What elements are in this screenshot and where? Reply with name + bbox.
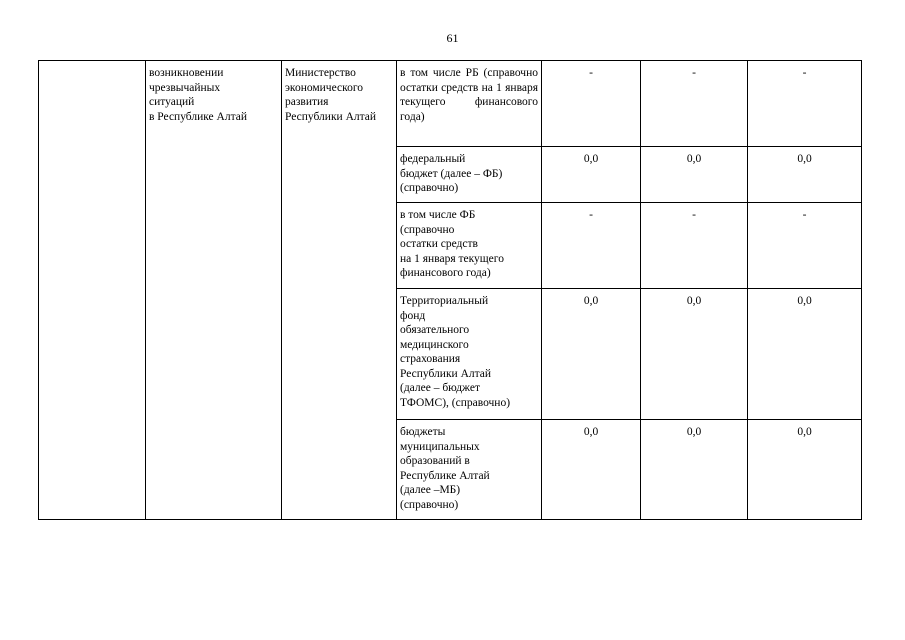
funding-source-cell: бюджеты муниципальных образований в Республике Алтай (далее –МБ) (справочно) <box>397 420 542 520</box>
funding-source-cell: федеральный бюджет (далее – ФБ) (справочно) <box>397 147 542 203</box>
page-number: 61 <box>446 31 459 45</box>
budget-table <box>38 60 862 520</box>
value-cell: 0,0 <box>748 420 862 520</box>
funding-source-cell: в том числе РБ (справочно остатки средств на 1 января текущего финансового года) <box>397 61 542 147</box>
value-cell: 0,0 <box>641 289 748 420</box>
value-cell: 0,0 <box>542 147 641 203</box>
value-cell: - <box>641 203 748 289</box>
value-cell: 0,0 <box>641 420 748 520</box>
value-cell: 0,0 <box>542 420 641 520</box>
value-cell: - <box>748 61 862 147</box>
value-cell: 0,0 <box>641 147 748 203</box>
program-name-cell: возникновении чрезвычайных ситуаций в Республике Алтай <box>146 61 282 520</box>
funding-source-cell: в том числе ФБ (справочно остатки средств на 1 января текущего финансового года) <box>397 203 542 289</box>
value-cell: - <box>542 61 641 147</box>
value-cell: 0,0 <box>542 289 641 420</box>
table-row <box>39 61 862 147</box>
executor-cell: Министерство экономического развития Республики Алтай <box>282 61 397 520</box>
funding-source-cell: Территориальный фонд обязательного медицинского страхования Республики Алтай (далее – бюджет ТФОМС), (справочно) <box>397 289 542 420</box>
empty-number-cell <box>39 61 146 520</box>
value-cell: 0,0 <box>748 147 862 203</box>
value-cell: - <box>641 61 748 147</box>
value-cell: - <box>542 203 641 289</box>
value-cell: - <box>748 203 862 289</box>
value-cell: 0,0 <box>748 289 862 420</box>
